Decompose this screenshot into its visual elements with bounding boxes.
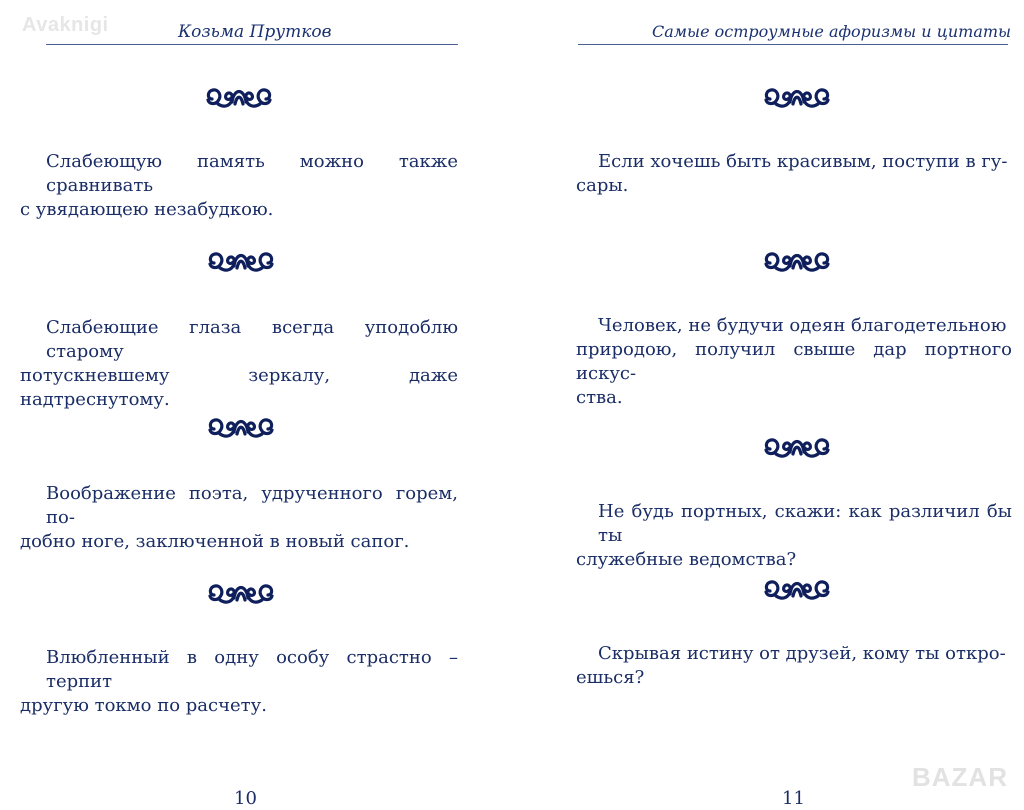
aphorism-line: потускневшему зеркалу, даже надтреснутому. (20, 365, 458, 410)
aphorism-line: другую токмо по расчету. (20, 695, 267, 716)
aphorism-line: Слабеющую память можно также сравнивать (46, 151, 458, 196)
swirl-ornament-icon (762, 84, 832, 110)
swirl-ornament-icon (206, 414, 276, 440)
aphorism (20, 316, 458, 412)
aphorism-line: природою, получил свыше дар портного искус- (576, 339, 1012, 384)
header-rule (578, 44, 1008, 45)
swirl-ornament-icon (206, 580, 276, 606)
aphorism (20, 150, 458, 222)
aphorism (576, 500, 1012, 572)
page-number: 11 (782, 788, 805, 809)
running-head: Самые остроумные афоризмы и цитаты (652, 22, 1012, 41)
aphorism-line: добно ноге, заключенной в новый сапог. (20, 531, 410, 552)
aphorism-line: ешься? (576, 667, 645, 688)
header-rule (46, 44, 458, 45)
page-number: 10 (234, 788, 257, 809)
aphorism (576, 150, 1012, 198)
aphorism-line: служебные ведомства? (576, 549, 797, 570)
aphorism (20, 482, 458, 554)
right-page (520, 0, 1024, 810)
swirl-ornament-icon (204, 84, 274, 110)
aphorism-line: Влюбленный в одну особу страстно – терпит (46, 647, 458, 692)
aphorism-line: с увядающею незабудкою. (20, 199, 274, 220)
aphorism-line: Человек, не будучи одеян благодетельною (598, 315, 1007, 336)
running-head: Козьма Прутков (178, 22, 332, 42)
watermark-bazar: BAZAR (912, 762, 1008, 792)
aphorism-line: Не будь портных, скажи: как различил бы ты (598, 501, 1012, 546)
aphorism-line: сары. (576, 175, 629, 196)
left-page (0, 0, 500, 810)
aphorism-line: Воображение поэта, удрученного горем, по- (46, 483, 458, 528)
aphorism-line: Скрывая истину от друзей, кому ты откро- (598, 643, 1006, 664)
aphorism-line: Если хочешь быть красивым, поступи в гу- (598, 151, 1008, 172)
aphorism (576, 314, 1012, 410)
swirl-ornament-icon (206, 248, 276, 274)
swirl-ornament-icon (762, 434, 832, 460)
swirl-ornament-icon (762, 576, 832, 602)
aphorism-line: Слабеющие глаза всегда уподоблю старому (46, 317, 458, 362)
aphorism (576, 642, 1012, 690)
watermark-avaknigi: Avaknigi (22, 14, 109, 36)
aphorism-line: ства. (576, 387, 623, 408)
aphorism (20, 646, 458, 718)
swirl-ornament-icon (762, 248, 832, 274)
